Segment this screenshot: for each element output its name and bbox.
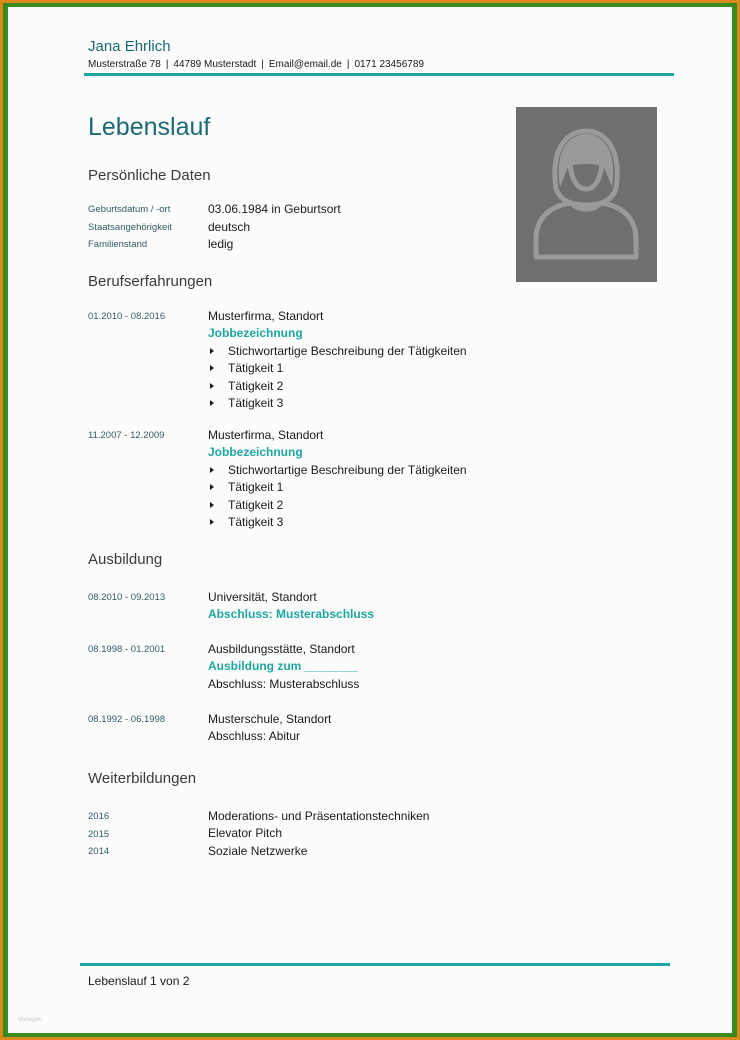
header-email[interactable]: Email@email.de [268,59,342,70]
header-city: 44789 Musterstadt [173,59,257,70]
triangle-bullet-icon [210,383,214,389]
triangle-bullet-icon [210,502,214,508]
training-title: Soziale Netzwerke [208,844,308,858]
separator: | [261,59,264,70]
section-title-education: Ausbildung [88,551,163,568]
education-institution: Universität, Standort [208,590,317,604]
education-institution: Ausbildungsstätte, Standort [208,642,355,656]
education-note: Abschluss: Musterabschluss [208,677,360,691]
education-degree: Abschluss: Musterabschluss [208,607,375,621]
experience-bullet: Tätigkeit 3 [210,515,283,529]
header-contact [88,59,424,70]
header-phone: 0171 23456789 [354,59,424,70]
experience-bullet: Tätigkeit 2 [210,498,283,512]
training-year: 2014 [88,846,110,857]
separator: | [165,59,169,70]
personal-value: ledig [208,237,234,251]
education-period: 08.1998 - 01.2001 [88,644,166,655]
header-divider [84,73,674,76]
training-year: 2015 [88,829,110,840]
education-institution: Musterschule, Standort [208,712,332,726]
education-period: 08.1992 - 06.1998 [88,714,166,725]
footer-page-label: Lebenslauf 1 von 2 [88,974,190,988]
section-title-training: Weiterbildungen [88,770,197,787]
training-title: Moderations- und Präsentationstechniken [208,809,430,823]
education-degree: Ausbildung zum ________ [208,659,359,673]
personal-value: deutsch [208,220,251,234]
header-name: Jana Ehrlich [88,38,171,55]
cv-page [8,7,732,1033]
experience-position: Jobbezeichnung [208,326,303,340]
experience-period: 01.2010 - 08.2016 [88,311,166,322]
section-title-personal: Persönliche Daten [88,167,211,184]
footer-divider [80,963,670,966]
experience-bullet: Tätigkeit 1 [210,361,283,375]
watermark: Vorlagen [18,1017,42,1023]
triangle-bullet-icon [210,348,214,354]
personal-label: Familienstand [88,239,148,250]
triangle-bullet-icon [210,400,214,406]
experience-company: Musterfirma, Standort [208,428,324,442]
education-note: Abschluss: Abitur [208,729,301,743]
experience-bullet: Tätigkeit 1 [210,480,283,494]
section-title-experience: Berufserfahrungen [88,273,213,290]
experience-bullet: Tätigkeit 3 [210,396,283,410]
triangle-bullet-icon [210,467,214,473]
personal-label: Staatsangehörigkeit [88,222,172,233]
triangle-bullet-icon [210,484,214,490]
person-silhouette-icon [516,107,657,282]
experience-company: Musterfirma, Standort [208,309,324,323]
training-title: Elevator Pitch [208,826,283,840]
personal-label: Geburtsdatum / -ort [88,204,171,215]
training-year: 2016 [88,811,110,822]
separator: | [346,59,350,70]
experience-bullet: Stichwortartige Beschreibung der Tätigkeiten [210,463,467,477]
triangle-bullet-icon [210,365,214,371]
experience-period: 11.2007 - 12.2009 [88,430,165,441]
triangle-bullet-icon [210,519,214,525]
education-period: 08.2010 - 09.2013 [88,592,166,603]
personal-value: 03.06.1984 in Geburtsort [208,202,341,216]
experience-position: Jobbezeichnung [208,445,303,459]
photo-placeholder [516,107,657,282]
experience-bullet: Tätigkeit 2 [210,379,283,393]
page-title: Lebenslauf [88,113,211,141]
header-street: Musterstraße 78 [88,59,161,70]
experience-bullet: Stichwortartige Beschreibung der Tätigkeiten [210,344,467,358]
